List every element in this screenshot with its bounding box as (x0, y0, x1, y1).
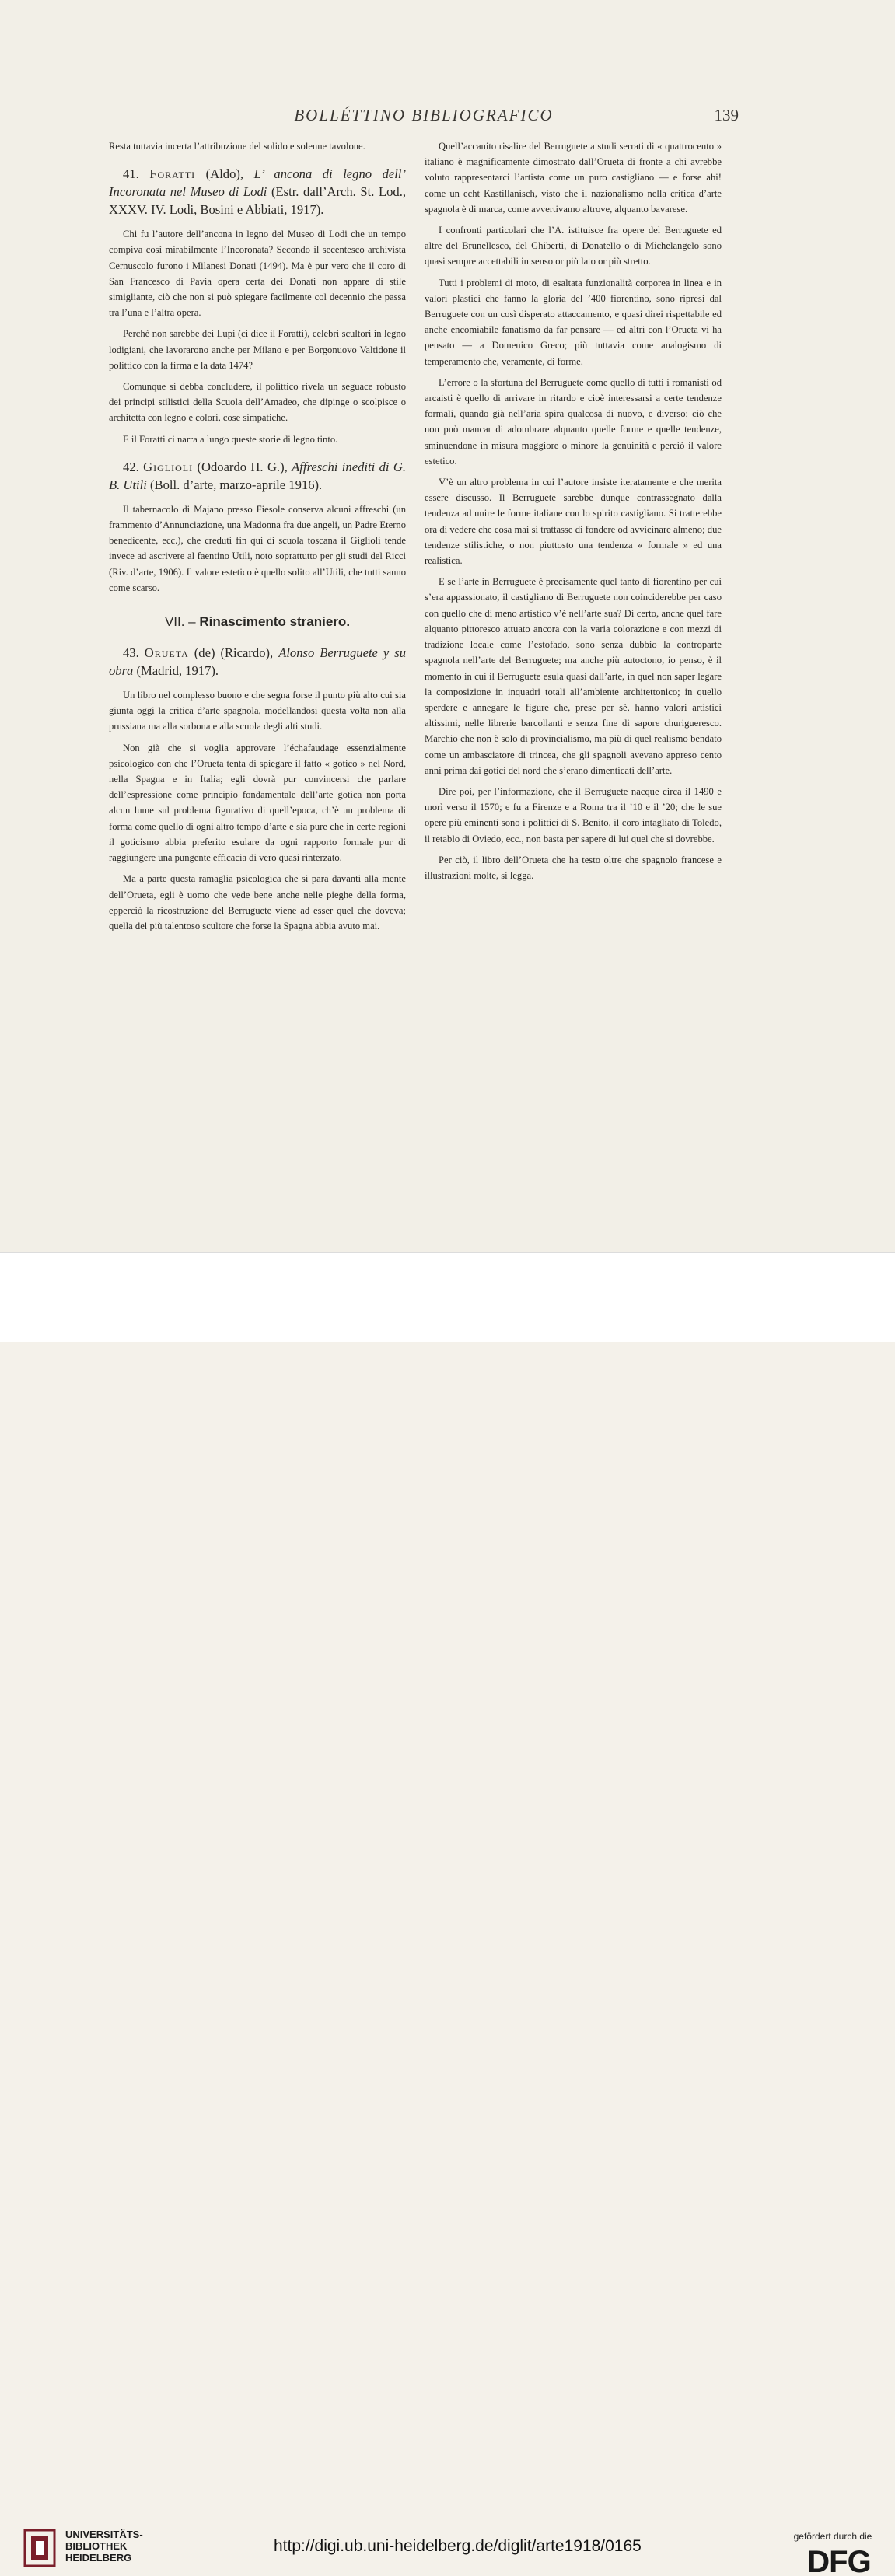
entry-number: 42. (123, 459, 139, 474)
svg-text:DFG: DFG (807, 2545, 871, 2576)
paragraph: Chi fu l’autore dell’ancona in legno del Museo di Lodi che un tempo compiva così mirabilmente l’Incoronata? Secondo il secentesco archivista Cernuscolo furono i Milanesi Donati (1494). Ma è pur vero che il coro di San Francesco di Pavia opera certa dei Donati non appare di stile simigliante, ciò che non si può spiegare facilmente col decennio che passa tra l’una e l’altra opera. (109, 229, 406, 319)
paragraph: V’è un altro problema in cui l’autore insiste iteratamente e che merita essere discusso. Il Berruguete sarebbe dunque contrassegnato dalla tendenza ad unire le forme italiane con lo spirito castigliano. Si tratterebbe ora di vedere che cosa mai si trattasse di fondere od avvicinare almeno; due tendenze stilistiche, o non piuttosto una tendenza « formale » ed una realistica. (425, 477, 722, 567)
funding-note: gefördert durch die (793, 2531, 872, 2542)
left-column (109, 138, 406, 939)
entry-author-detail: (Aldo), (195, 166, 254, 182)
section-number: VII. – (164, 614, 200, 630)
running-title: BOLLÉTTINO BIBLIOGRAFICO (294, 106, 554, 124)
section-heading (109, 614, 406, 630)
right-column (425, 138, 722, 889)
paragraph: Il tabernacolo di Majano presso Fiesole conserva alcuni affreschi (un frammento d’Annunciazione, una Madonna fra due angeli, un Padre Eterno benedicente, ecc.), che creduti fin qui di scuola toscana il Giglioli tende invece ad ascrivere al faentino Utili, noto soprattutto per gli studi del Ricci (Riv. d’arte, 1906). Il valore estetico è quello solito all’Utili, che tutti sanno come scarso. (109, 503, 406, 593)
entry-title: L’ ancona di legno dell’ Incoronata nel Museo di Lodi (109, 166, 406, 200)
entry-author: Orueta (144, 645, 189, 661)
bibliography-entry (109, 644, 406, 680)
paragraph: Perchè non sarebbe dei Lupi (ci dice il Foratti), celebri scultori in legno lodigiani, che lavorarono anche per Milano e per Borgonuovo Valtidone il polittico con la firma e la data 1474? (109, 328, 406, 371)
library-name: UNIVERSITÄTS- BIBLIOTHEK HEIDELBERG (65, 2529, 143, 2564)
paragraph: Per ciò, il libro dell’Orueta che ha testo oltre che spagnolo francese e illustrazioni molte, si legga. (425, 854, 722, 881)
bibliography-entry (109, 458, 406, 494)
entry-number: 41. (123, 166, 139, 182)
entry-title: Alonso Berruguete y su obra (109, 645, 407, 679)
entry-author-detail: (Odoardo H. G.), (193, 459, 292, 474)
paragraph: Un libro nel complesso buono e che segna forse il punto più alto cui sia giunta oggi la critica d’arte spagnola, modellandosi questa volta non alla prussiana ma alla sorbona e alla scuola degli alti studi. (109, 690, 406, 732)
permalink-url[interactable]: http://digi.ub.uni-heidelberg.de/diglit/arte1918/0165 (274, 2537, 642, 2555)
scanned-page (0, 0, 895, 1252)
paragraph: Dire poi, per l’informazione, che il Berruguete nacque circa il 1490 e morì verso il 1570; e fu a Firenze e a Roma tra il ’10 e il ’20; che le sue opere più eminenti sono i polittici di S. Benito, il coro intagliato di Toledo, il retablo di Oviedo, ecc., non basta per sapere di lui quel che si dovrebbe. (425, 785, 722, 844)
section-label: Rinascimento straniero. (199, 614, 351, 630)
page-header (109, 106, 739, 132)
university-seal-icon (23, 2529, 56, 2567)
bibliography-entry (109, 165, 406, 218)
entry-publication: (Madrid, 1917). (133, 663, 219, 679)
paragraph: I confronti particolari che l’A. istituisce fra opere del Berruguete ed altre del Brunellesco, del Ghiberti, di Donatello o di Michelangelo sono quasi sempre accettabili in senso or più lato or più stretto. (425, 225, 722, 267)
paragraph: E il Foratti ci narra a lungo queste storie di legno tinto. (123, 433, 338, 445)
entry-publication: (Estr. dall’Arch. St. Lod., XXXV. IV. Lodi, Bosini e Abbiati, 1917). (109, 184, 406, 218)
paragraph: E se l’arte in Berruguete è precisamente quel tanto di fiorentino per cui s’era appassionato, il castigliano di Berruguete non coinciderebbe per caso con quello che di meno artistico v’è nell’arte sua? Di certo, anche quel fare alquanto pittoresco attuato ancora con la varia colorazione e con mezzi di tradizione locale come l’estofado, sono senza dubbio la controparte spagnola nell’arte del Berruguete; ma anche più autoctono, io penso, è il momento in cui il Berruguete esula quasi dall’arte, in quel non saper legare la composizione in inquadri totali all’ambiente architettonico; in quello sperdere e annegare le figure che, prese per sè, hanno valori artistici altissimi, nelle librerie barcollanti e senza fine di sapore churigueresco. Marchio che non è solo di provincialismo, ma più di quel realismo bendato come un ambasciatore di trincea, che gli spagnoli avevano appreso cento anni prima dai gotici del nord che s’erano dimenticati dell’arte. (425, 576, 722, 776)
entry-number: 43. (123, 645, 139, 661)
paragraph: Non già che si voglia approvare l’échafaudage essenzialmente psicologico con che l’Orueta tenta di spiegare il fatto « gotico » nel Nord, nella Spagna e in Italia; egli dovrà pur convincersi che parlare dell’espressione come principio fondamentale dell’arte gotica non porta alcun lume sul problema figurativo di quell’epoca, ch’è un problema di forma come quello di ogni altro tempo d’arte e sia pure che in certe regioni il goticismo abbia preferito esulare da ogni rapporto formale pur di raggiungere una pungente efficacia di vero quasi rinterzato. (109, 742, 406, 864)
paragraph: Comunque si debba concludere, il polittico rivela un seguace robusto dei principi stilistici della Scuola dell’Amadeo, che dipinge o scolpisce o architetta con legno e colori, cose simpatiche. (109, 381, 406, 424)
entry-author-detail: (de) (Ricardo), (188, 645, 279, 661)
paragraph: L’errore o la sfortuna del Berruguete come quello di tutti i romanisti od arcaisti è quello di arrivare in ritardo e cioè interessarsi a certe tendenze formali, quando già nell’aria spira qualcosa di nuovo, e diverso; ciò che non può mancar di adombrare alquanto quelle forme e quelle tendenze, sminuendone in misura maggiore o minore la genuinità e perciò il valore estetico. (425, 376, 722, 467)
entry-publication: (Boll. d’arte, marzo-aprile 1916). (146, 477, 323, 492)
viewer-footer (0, 1252, 895, 2576)
paragraph: Tutti i problemi di moto, di esaltata funzionalità corporea in linea e in valori plastici che fanno la gloria del ’400 fiorentino, sono ripresi dal Berruguete con un così disperato attaccamento, e quasi direi rispettabile ed anche encomiabile fanatismo da far pensare — ed altri con l’Orueta vi ha pensato — a Domenico Greco; più tuttavia come analogismo di temperamento che, veramente, di forme. (425, 277, 722, 367)
paragraph: Quell’accanito risalire del Berruguete a studi serrati di « quattrocento » italiano è magnificamente dimostrato dall’Orueta di fronte a chi avrebbe voluto rappresentarci l’artista come un puro castigliano — e forse ahi! come un echt Kastillanisch, visto che il nazionalismo nella critica d’arte spagnola è di marca, come avvertivamo altrove, alquanto bavarese. (425, 141, 722, 215)
entry-author: Giglioli (143, 459, 194, 474)
dfg-logo-icon (793, 2545, 885, 2576)
page-number: 139 (714, 106, 739, 124)
entry-author: Foratti (149, 166, 196, 182)
paragraph: Resta tuttavia incerta l’attribuzione del solido e solenne tavolone. (109, 141, 365, 152)
entry-title: Affreschi inediti di G. B. Utili (109, 459, 406, 492)
paragraph: Ma a parte questa ramaglia psicologica che si para davanti alla mente dell’Orueta, egli è uomo che vede bene anche nelle pieghe della forma, epperciò la ricostruzione del Berruguete viene ad esser quel che doveva; quella del più talentoso scultore che forse la Spagna abbia avuto mai. (109, 873, 406, 931)
